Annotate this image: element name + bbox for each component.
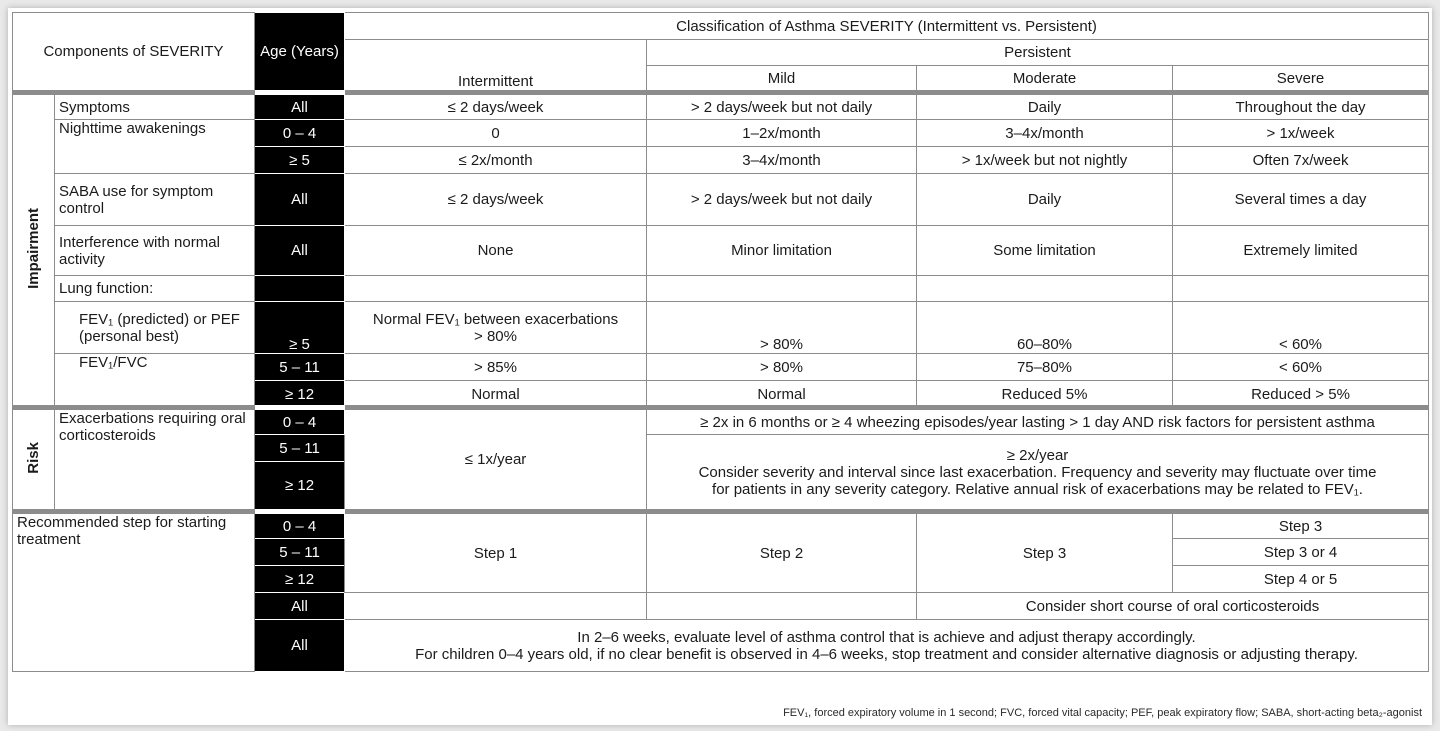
classification-header: Classification of Asthma SEVERITY (Intermittent vs. Persistent) (345, 13, 1429, 40)
age-cell: ≥ 12 (255, 381, 345, 408)
fev1-label: FEV₁ (predicted) or PEF (personal best) (55, 302, 255, 354)
age-cell: All (255, 174, 345, 226)
treatment-evaluate-line1: In 2–6 weeks, evaluate level of asthma control that is achieve and adjust therapy accordingly. (577, 628, 1196, 646)
interference-label: Interference with normal activity (55, 226, 255, 276)
treatment-mild: Step 2 (647, 512, 917, 593)
age-cell: 5 – 11 (255, 539, 345, 566)
fevfvc-intermittent: Normal (345, 381, 647, 408)
risk-persistent-older-freq: ≥ 2x/year (1006, 446, 1069, 464)
age-cell (255, 276, 345, 302)
treatment-evaluate (345, 620, 1429, 672)
footnote: FEV₁, forced expiratory volume in 1 second; FVC, forced vital capacity; PEF, peak expiratory flow; SABA, short-acting beta₂-agonist (783, 707, 1422, 719)
symptoms-intermittent: ≤ 2 days/week (345, 93, 647, 120)
risk-intermittent: ≤ 1x/year (345, 408, 647, 512)
age-cell: All (255, 226, 345, 276)
interference-severe: Extremely limited (1173, 226, 1429, 276)
nighttime-severe: Often 7x/week (1173, 147, 1429, 174)
asthma-severity-table (12, 12, 1429, 672)
lung-empty (647, 276, 917, 302)
age-cell: 0 – 4 (255, 408, 345, 435)
saba-label: SABA use for symptom control (55, 174, 255, 226)
interference-moderate: Some limitation (917, 226, 1173, 276)
age-cell: ≥ 5 (255, 302, 345, 354)
treatment-intermittent: Step 1 (345, 512, 647, 593)
components-header: Components of SEVERITY (13, 13, 255, 93)
risk-label: Risk (13, 408, 55, 512)
fevfvc-intermittent: > 85% (345, 354, 647, 381)
nighttime-mild: 3–4x/month (647, 147, 917, 174)
treatment-moderate: Step 3 (917, 512, 1173, 593)
saba-severe: Several times a day (1173, 174, 1429, 226)
age-cell: 5 – 11 (255, 354, 345, 381)
treatment-empty (647, 593, 917, 620)
fevfvc-severe: Reduced > 5% (1173, 381, 1429, 408)
lung-empty (1173, 276, 1429, 302)
fev1-severe: < 60% (1173, 302, 1429, 354)
severe-header: Severe (1173, 66, 1429, 93)
age-cell: ≥ 12 (255, 462, 345, 512)
nighttime-mild: 1–2x/month (647, 120, 917, 147)
treatment-severe-young: Step 3 (1173, 512, 1429, 539)
age-cell: ≥ 5 (255, 147, 345, 174)
symptoms-moderate: Daily (917, 93, 1173, 120)
intermittent-header: Intermittent (345, 40, 647, 93)
saba-mild: > 2 days/week but not daily (647, 174, 917, 226)
exacerbations-label: Exacerbations requiring oral corticosteroids (55, 408, 255, 512)
risk-persistent-older (647, 435, 1429, 512)
age-header: Age (Years) (255, 13, 345, 93)
symptoms-mild: > 2 days/week but not daily (647, 93, 917, 120)
risk-consider-line1: Consider severity and interval since last exacerbation. Frequency and severity may fluctuate over time (698, 463, 1377, 481)
saba-intermittent: ≤ 2 days/week (345, 174, 647, 226)
fevfvc-severe: < 60% (1173, 354, 1429, 381)
age-cell: All (255, 620, 345, 672)
fev1-mild: > 80% (647, 302, 917, 354)
impairment-label: Impairment (13, 93, 55, 408)
treatment-label: Recommended step for starting treatment (13, 512, 255, 672)
lung-function-label: Lung function: (55, 276, 255, 302)
mild-header: Mild (647, 66, 917, 93)
fevfvc-label: FEV₁/FVC (55, 354, 255, 408)
treatment-severe-adult: Step 4 or 5 (1173, 566, 1429, 593)
age-cell: All (255, 93, 345, 120)
treatment-evaluate-line2: For children 0–4 years old, if no clear benefit is observed in 4–6 weeks, stop treatment and consider alternative diagnosis or adjusting therapy. (415, 645, 1358, 663)
fevfvc-mild: > 80% (647, 354, 917, 381)
fevfvc-moderate: Reduced 5% (917, 381, 1173, 408)
age-cell: 0 – 4 (255, 512, 345, 539)
asthma-severity-sheet (8, 8, 1432, 725)
fev1-intermittent-value: > 80% (474, 327, 517, 345)
nighttime-moderate: 3–4x/month (917, 120, 1173, 147)
fev1-intermittent-note: Normal FEV₁ between exacerbations (372, 310, 619, 328)
nighttime-intermittent: ≤ 2x/month (345, 147, 647, 174)
treatment-ocs: Consider short course of oral corticosteroids (917, 593, 1429, 620)
treatment-severe-child: Step 3 or 4 (1173, 539, 1429, 566)
age-cell: All (255, 593, 345, 620)
nighttime-intermittent: 0 (345, 120, 647, 147)
nighttime-moderate: > 1x/week but not nightly (917, 147, 1173, 174)
age-cell: 0 – 4 (255, 120, 345, 147)
persistent-header: Persistent (647, 40, 1429, 66)
saba-moderate: Daily (917, 174, 1173, 226)
age-cell: 5 – 11 (255, 435, 345, 462)
nighttime-label: Nighttime awakenings (55, 120, 255, 174)
treatment-empty (345, 593, 647, 620)
fev1-intermittent (345, 302, 647, 354)
age-cell: ≥ 12 (255, 566, 345, 593)
lung-empty (917, 276, 1173, 302)
fevfvc-mild: Normal (647, 381, 917, 408)
moderate-header: Moderate (917, 66, 1173, 93)
interference-intermittent: None (345, 226, 647, 276)
symptoms-label: Symptoms (55, 93, 255, 120)
lung-empty (345, 276, 647, 302)
fev1-moderate: 60–80% (917, 302, 1173, 354)
fevfvc-moderate: 75–80% (917, 354, 1173, 381)
nighttime-severe: > 1x/week (1173, 120, 1429, 147)
risk-consider-line2: for patients in any severity category. Relative annual risk of exacerbations may be related to FEV₁. (712, 480, 1363, 498)
interference-mild: Minor limitation (647, 226, 917, 276)
symptoms-severe: Throughout the day (1173, 93, 1429, 120)
risk-persistent-young: ≥ 2x in 6 months or ≥ 4 wheezing episodes/year lasting > 1 day AND risk factors for persistent asthma (647, 408, 1429, 435)
